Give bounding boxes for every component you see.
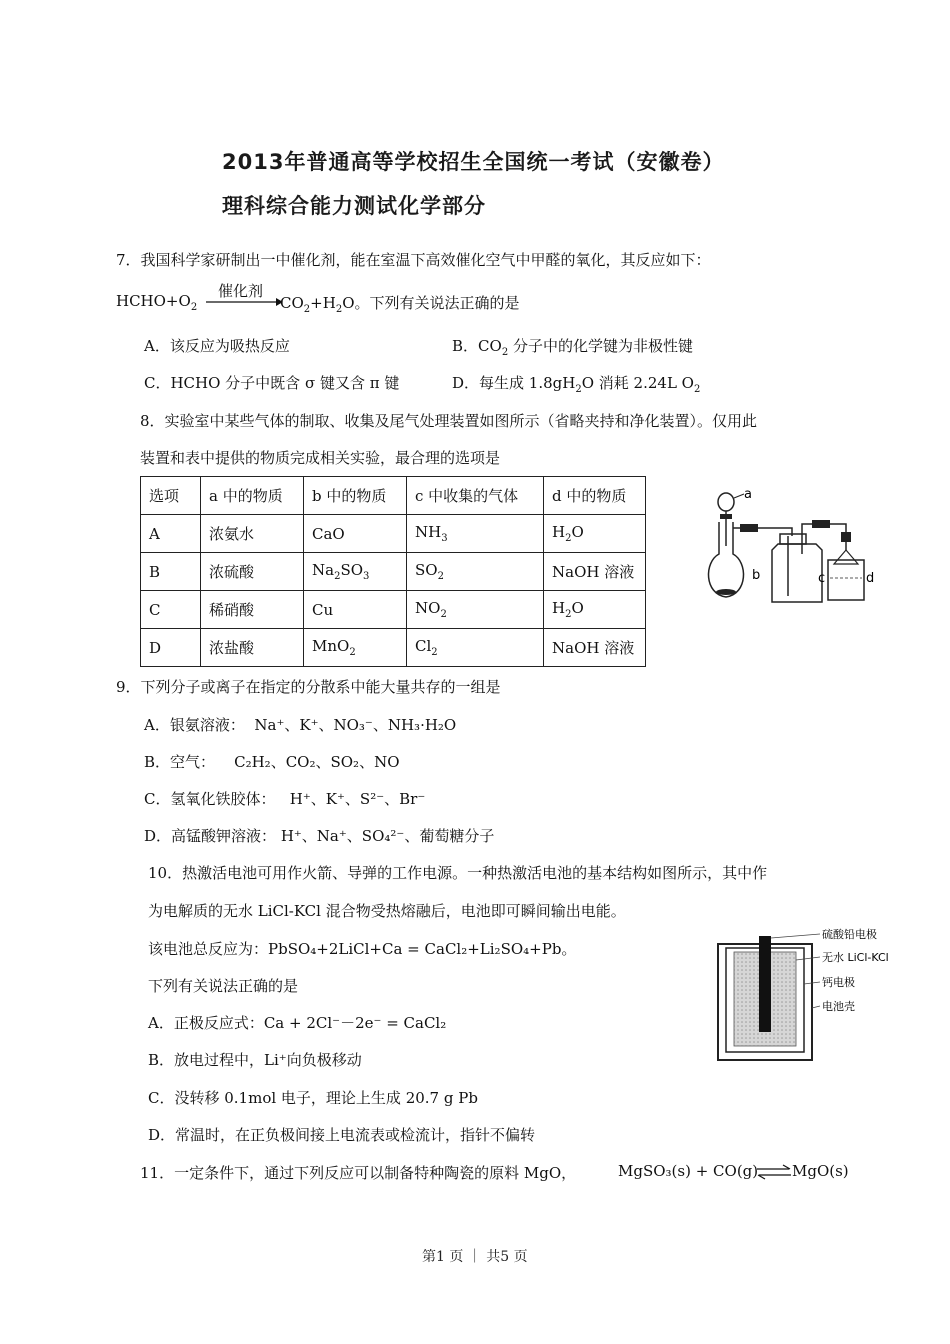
table-row (141, 629, 646, 667)
table-header-cell: c 中收集的气体 (407, 477, 544, 515)
table-row (141, 553, 646, 591)
table-cell: D (141, 629, 201, 667)
exam-title: 2013年普通高等学校招生全国统一考试（安徽卷） (222, 150, 725, 174)
page-footer: 第1 页 ｜ 共5 页 (422, 1249, 528, 1265)
q7-equation-lhs: $HCHO+O_2$ (116, 292, 198, 313)
table-cell: Cu (304, 591, 407, 629)
table-cell: $H_2O$ (544, 515, 646, 553)
label-battery-shell: 电池壳 (822, 1000, 855, 1013)
table-cell: $SO_2$ (407, 553, 544, 591)
q10-option-c: C．没转移 0.1mol 电子，理论上生成 20.7 g Pb (148, 1089, 478, 1107)
q10-option-d: D．常温时，在正负极间接上电流表或检流计，指针不偏转 (148, 1126, 536, 1144)
q9-option-a: A．银氨溶液： Na⁺、K⁺、NO₃⁻、NH₃·H₂O (144, 716, 457, 734)
q9-option-b: B．空气： C₂H₂、CO₂、SO₂、NO (144, 753, 400, 771)
table-cell: CaO (304, 515, 407, 553)
q9-option-c: C．氢氧化铁胶体： H⁺、K⁺、S²⁻、Br⁻ (144, 790, 426, 808)
label-a: a (744, 487, 752, 502)
q7-option-d: D．每生成 $1.8gH_2O$ 消耗 2.24L $O_2$ (452, 374, 701, 395)
table-cell: A (141, 515, 201, 553)
equilibrium-arrow-icon (756, 1164, 792, 1180)
label-b: b (752, 568, 761, 583)
label-d: d (866, 571, 875, 586)
table-row (141, 591, 646, 629)
q8-stem-line1: 8．实验室中某些气体的制取、收集及尾气处理装置如图所示（省略夹持和净化装置）。仅用此 (140, 412, 758, 430)
table-header-cell: a 中的物质 (201, 477, 304, 515)
table-cell: $NH_3$ (407, 515, 544, 553)
q11-equation-lhs: MgSO₃(s) + CO(g) (618, 1162, 759, 1180)
q7-catalyst-label: 催化剂 (218, 282, 264, 300)
table-header-cell: b 中的物质 (304, 477, 407, 515)
battery-structure-diagram (712, 924, 908, 1064)
table-cell: NaOH 溶液 (544, 629, 646, 667)
label-lead-sulfate-electrode: 硫酸铅电极 (822, 928, 877, 941)
q10-stem-line4: 下列有关说法正确的是 (148, 977, 299, 995)
q10-option-b: B．放电过程中，Li⁺向负极移动 (148, 1051, 362, 1069)
q9-option-d: D．高锰酸钾溶液： H⁺、Na⁺、SO₄²⁻、葡萄糖分子 (144, 827, 495, 845)
exam-subtitle: 理科综合能力测试化学部分 (222, 194, 486, 218)
q10-stem-line3: 该电池总反应为：PbSO₄+2LiCl+Ca = CaCl₂+Li₂SO₄+Pb。 (148, 940, 577, 958)
q9-stem: 9．下列分子或离子在指定的分散系中能大量共存的一组是 (116, 678, 501, 696)
table-cell: $Cl_2$ (407, 629, 544, 667)
table-cell: $Na_2SO_3$ (304, 553, 407, 591)
q11-stem: 11．一定条件下，通过下列反应可以制备特种陶瓷的原料 MgO， (140, 1164, 577, 1182)
q7-option-b: B．$CO_2$ 分子中的化学键为非极性键 (452, 337, 693, 358)
table-cell: B (141, 553, 201, 591)
table-cell: 浓硫酸 (201, 553, 304, 591)
table-cell: $NO_2$ (407, 591, 544, 629)
table-header-cell: 选项 (141, 477, 201, 515)
q7-reaction-arrow (204, 296, 284, 308)
table-header-row (141, 477, 646, 515)
table-cell: 稀硝酸 (201, 591, 304, 629)
label-c: c (818, 571, 826, 586)
q10-stem-line1: 10．热激活电池可用作火箭、导弹的工作电源。一种热激活电池的基本结构如图所示，其中作 (148, 864, 768, 882)
table-header-cell: d 中的物质 (544, 477, 646, 515)
table-cell: NaOH 溶液 (544, 553, 646, 591)
q7-option-a: A．该反应为吸热反应 (144, 337, 290, 355)
q8-options-table (140, 476, 646, 667)
table-cell: $H_2O$ (544, 591, 646, 629)
table-row (141, 515, 646, 553)
q7-option-c: C．HCHO 分子中既含 σ 键又含 π 键 (144, 374, 400, 392)
table-cell: C (141, 591, 201, 629)
label-calcium-electrode: 钙电极 (822, 976, 855, 989)
q10-stem-line2: 为电解质的无水 LiCl-KCl 混合物受热熔融后，电池即可瞬间输出电能。 (148, 902, 626, 920)
table-cell: 浓氨水 (201, 515, 304, 553)
q10-option-a: A．正极反应式：Ca + 2Cl⁻－2e⁻ = CaCl₂ (148, 1014, 447, 1032)
q8-stem-line2: 装置和表中提供的物质完成相关实验，最合理的选项是 (140, 449, 501, 467)
q7-stem: 7．我国科学家研制出一中催化剂，能在室温下高效催化空气中甲醛的氧化，其反应如下： (116, 251, 711, 269)
gas-apparatus-diagram (700, 484, 890, 608)
q11-equation-rhs: MgO(s) (792, 1162, 849, 1180)
q7-equation-rhs: $CO_2+H_2O$。下列有关说法正确的是 (280, 294, 520, 315)
table-cell: MnO$_2$ (304, 629, 407, 667)
label-electrolyte: 无水 LiCl-KCl (822, 951, 889, 964)
table-cell: 浓盐酸 (201, 629, 304, 667)
